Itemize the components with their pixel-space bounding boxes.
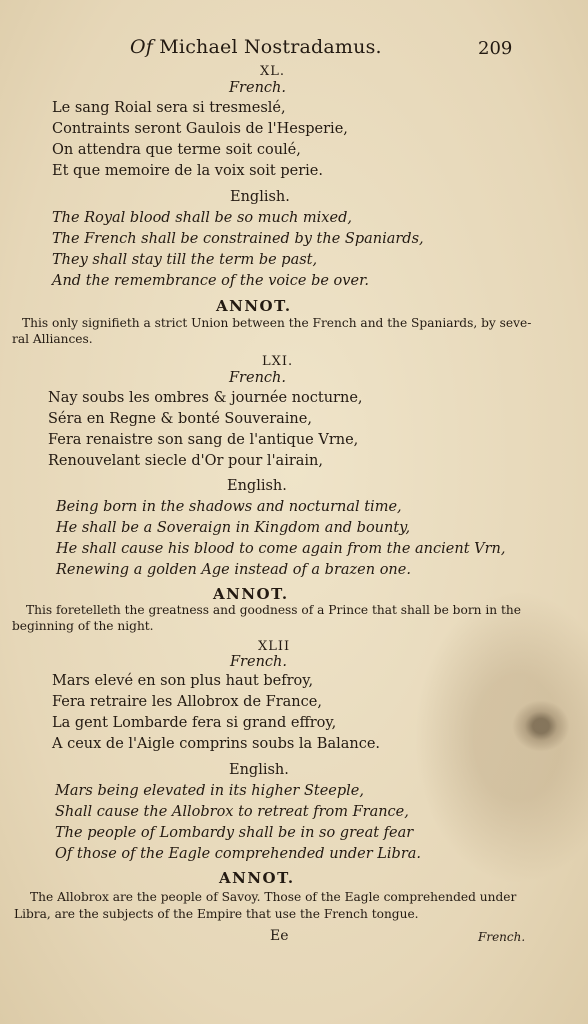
english-verse-line: The Royal blood shall be so much mixed, bbox=[52, 210, 352, 226]
french-verse-line: Le sang Roial sera si tresmeslé, bbox=[52, 100, 286, 116]
annotation-line: This foretelleth the greatness and goodness of a Prince that shall be born in the bbox=[26, 603, 521, 617]
signature-mark: Ee bbox=[270, 928, 289, 944]
french-verse-line: La gent Lombarde fera si grand effroy, bbox=[52, 715, 337, 731]
annotation-line: The Allobrox are the people of Savoy. Those of the Eagle comprehended under bbox=[30, 890, 517, 904]
page-header bbox=[0, 36, 588, 62]
page-number: 209 bbox=[478, 38, 513, 59]
french-heading: French. bbox=[229, 80, 286, 96]
french-heading: French. bbox=[229, 370, 286, 386]
french-verse-line: Séra en Regne & bonté Souveraine, bbox=[48, 411, 312, 427]
english-verse-line: The French shall be constrained by the Spaniards, bbox=[52, 231, 424, 247]
english-verse-line: Being born in the shadows and nocturnal time, bbox=[56, 499, 402, 515]
quatrain-numeral: XLII bbox=[258, 639, 291, 654]
running-head bbox=[130, 36, 382, 58]
english-verse-line: He shall cause his blood to come again from the ancient Vrn, bbox=[56, 541, 506, 557]
french-verse-line: Et que memoire de la voix soit perie. bbox=[52, 163, 323, 179]
english-verse-line: The people of Lombardy shall be in so great fear bbox=[55, 825, 414, 841]
annotation-line: This only signifieth a strict Union between the French and the Spaniards, by seve- bbox=[22, 316, 532, 330]
french-verse-line: Renouvelant siecle d'Or pour l'airain, bbox=[48, 453, 323, 469]
english-verse-line: He shall be a Soveraign in Kingdom and bounty, bbox=[56, 520, 411, 536]
catchword: French. bbox=[478, 930, 526, 944]
english-verse-line: Shall cause the Allobrox to retreat from France, bbox=[55, 804, 409, 820]
annotation-heading: ANNOT. bbox=[216, 297, 292, 315]
running-head-prefix: Of bbox=[130, 36, 154, 58]
french-verse-line: Nay soubs les ombres & journée nocturne, bbox=[48, 390, 363, 406]
english-heading: English. bbox=[229, 762, 289, 778]
french-heading: French. bbox=[230, 654, 287, 670]
english-verse-line: Renewing a golden Age instead of a brazen one. bbox=[56, 562, 411, 578]
french-verse-line: Contraints seront Gaulois de l'Hesperie, bbox=[52, 121, 348, 137]
french-verse-line: On attendra que terme soit coulé, bbox=[52, 142, 301, 158]
annotation-heading: ANNOT. bbox=[213, 585, 289, 603]
english-verse-line: Of those of the Eagle comprehended under Libra. bbox=[55, 846, 422, 862]
annotation-line: ral Alliances. bbox=[12, 332, 93, 346]
english-verse-line: And the remembrance of the voice be over. bbox=[52, 273, 370, 289]
annotation-heading: ANNOT. bbox=[219, 869, 295, 887]
english-heading: English. bbox=[230, 189, 290, 205]
ink-stain bbox=[512, 700, 570, 752]
quatrain-numeral: LXI. bbox=[262, 354, 294, 369]
annotation-line: Libra, are the subjects of the Empire that use the French tongue. bbox=[14, 907, 419, 921]
quatrain-numeral: XL. bbox=[260, 64, 286, 79]
running-head-title: Michael Nostradamus. bbox=[159, 36, 382, 58]
french-verse-line: Mars elevé en son plus haut befroy, bbox=[52, 673, 314, 689]
english-verse-line: Mars being elevated in its higher Steeple, bbox=[55, 783, 364, 799]
french-verse-line: Fera renaistre son sang de l'antique Vrne, bbox=[48, 432, 359, 448]
annotation-line: beginning of the night. bbox=[12, 619, 154, 633]
french-verse-line: A ceux de l'Aigle comprins soubs la Balance. bbox=[52, 736, 381, 752]
english-heading: English. bbox=[227, 478, 287, 494]
english-verse-line: They shall stay till the term be past, bbox=[52, 252, 318, 268]
french-verse-line: Fera retraire les Allobrox de France, bbox=[52, 694, 322, 710]
page-footer bbox=[0, 928, 588, 948]
